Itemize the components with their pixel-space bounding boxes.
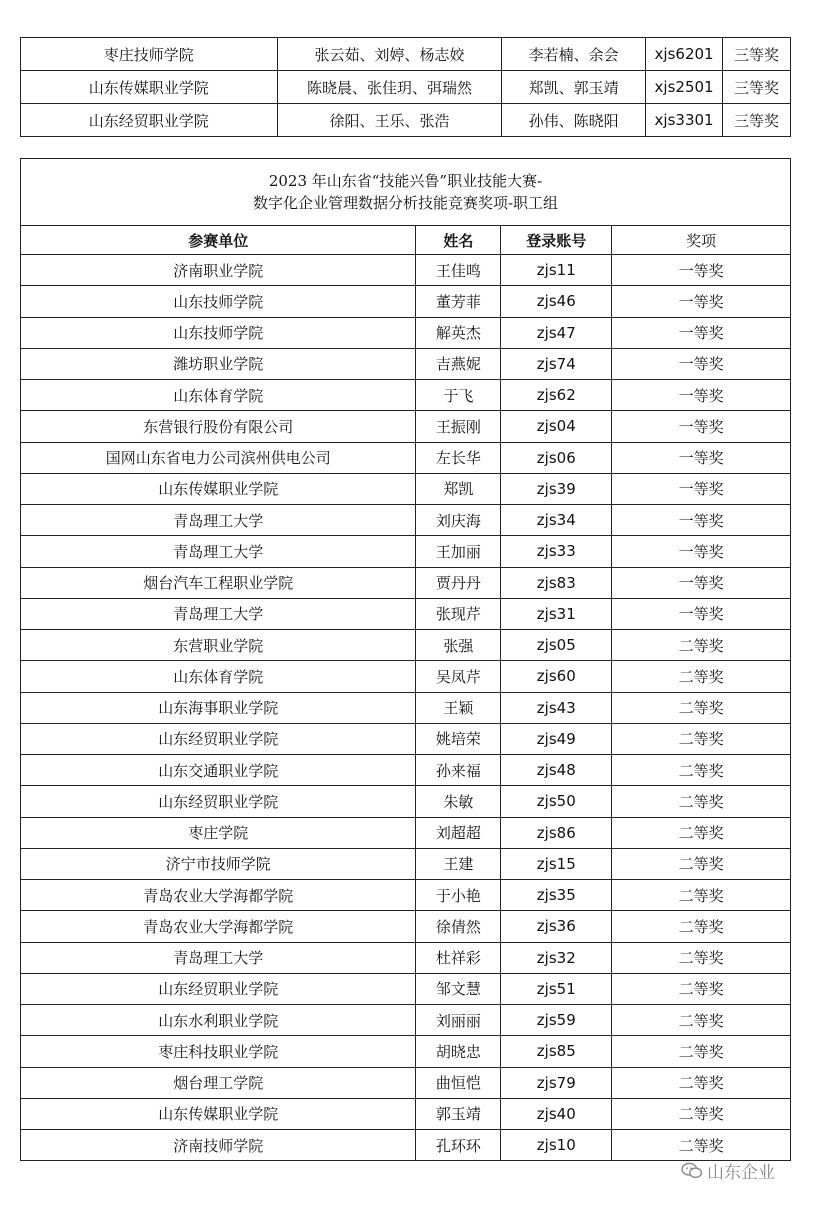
cell-account: zjs34	[501, 505, 612, 536]
cell-unit: 山东经贸职业学院	[21, 723, 416, 754]
cell-account: zjs35	[501, 880, 612, 911]
cell-award: 一等奖	[612, 567, 791, 598]
table-row	[21, 380, 791, 411]
cell-account: zjs62	[501, 380, 612, 411]
cell-name: 刘超超	[416, 817, 501, 848]
cell-account: zjs48	[501, 755, 612, 786]
cell-unit: 枣庄科技职业学院	[21, 1036, 416, 1067]
cell-unit: 济南职业学院	[21, 255, 416, 286]
cell-unit: 山东技师学院	[21, 317, 416, 348]
cell-name: 董芳菲	[416, 286, 501, 317]
cell-name: 徐倩然	[416, 911, 501, 942]
cell-account: zjs86	[501, 817, 612, 848]
cell-unit: 济宁市技师学院	[21, 848, 416, 879]
header-account: 登录账号	[501, 226, 612, 255]
cell-unit: 山东经贸职业学院	[21, 104, 278, 137]
cell-award: 二等奖	[612, 692, 791, 723]
cell-account: zjs11	[501, 255, 612, 286]
cell-award: 一等奖	[612, 380, 791, 411]
cell-unit: 青岛农业大学海都学院	[21, 911, 416, 942]
cell-award: 三等奖	[723, 71, 791, 104]
cell-account: zjs36	[501, 911, 612, 942]
cell-account: zjs60	[501, 661, 612, 692]
cell-account: zjs51	[501, 973, 612, 1004]
header-award: 奖项	[612, 226, 791, 255]
cell-account: zjs05	[501, 630, 612, 661]
cell-name: 孙来福	[416, 755, 501, 786]
cell-unit: 济南技师学院	[21, 1130, 416, 1161]
cell-unit: 烟台理工学院	[21, 1067, 416, 1098]
cell-award: 一等奖	[612, 442, 791, 473]
cell-award: 一等奖	[612, 598, 791, 629]
cell-students: 陈晓晨、张佳玥、弭瑞然	[277, 71, 502, 104]
previous-results-table	[20, 37, 791, 137]
table-row	[21, 38, 791, 71]
cell-account: zjs10	[501, 1130, 612, 1161]
cell-unit: 山东传媒职业学院	[21, 473, 416, 504]
cell-unit: 山东海事职业学院	[21, 692, 416, 723]
cell-account: zjs47	[501, 317, 612, 348]
cell-award: 二等奖	[612, 786, 791, 817]
cell-unit: 山东传媒职业学院	[21, 71, 278, 104]
cell-award: 一等奖	[612, 473, 791, 504]
table-row	[21, 786, 791, 817]
cell-account: zjs32	[501, 942, 612, 973]
cell-teachers: 李若楠、余会	[502, 38, 646, 71]
cell-account: zjs85	[501, 1036, 612, 1067]
table-row	[21, 598, 791, 629]
cell-award: 一等奖	[612, 348, 791, 379]
staff-award-table	[20, 158, 791, 1161]
cell-award: 二等奖	[612, 1130, 791, 1161]
cell-award: 二等奖	[612, 973, 791, 1004]
cell-name: 左长华	[416, 442, 501, 473]
cell-award: 二等奖	[612, 1098, 791, 1129]
cell-award: 二等奖	[612, 880, 791, 911]
wechat-icon	[681, 1162, 703, 1180]
table-row	[21, 567, 791, 598]
cell-award: 三等奖	[723, 38, 791, 71]
cell-account: xjs2501	[646, 71, 723, 104]
cell-award: 一等奖	[612, 411, 791, 442]
cell-award: 二等奖	[612, 1067, 791, 1098]
cell-unit: 青岛理工大学	[21, 598, 416, 629]
cell-name: 张强	[416, 630, 501, 661]
previous-results-body	[21, 38, 791, 137]
cell-unit: 青岛农业大学海都学院	[21, 880, 416, 911]
table-row	[21, 1036, 791, 1067]
table-row	[21, 255, 791, 286]
cell-name: 杜祥彩	[416, 942, 501, 973]
cell-award: 一等奖	[612, 536, 791, 567]
cell-account: zjs49	[501, 723, 612, 754]
cell-name: 朱敏	[416, 786, 501, 817]
cell-students: 徐阳、王乐、张浩	[277, 104, 502, 137]
cell-name: 孔环环	[416, 1130, 501, 1161]
cell-name: 张现芹	[416, 598, 501, 629]
table-row	[21, 348, 791, 379]
cell-account: zjs39	[501, 473, 612, 504]
cell-unit: 枣庄学院	[21, 817, 416, 848]
cell-account: xjs6201	[646, 38, 723, 71]
table-row	[21, 286, 791, 317]
table-row	[21, 1005, 791, 1036]
cell-unit: 山东交通职业学院	[21, 755, 416, 786]
cell-unit: 枣庄技师学院	[21, 38, 278, 71]
cell-name: 胡晓忠	[416, 1036, 501, 1067]
table-title-line1: 2023 年山东省“技能兴鲁”职业技能大赛-	[268, 172, 543, 190]
watermark	[681, 1158, 775, 1183]
cell-account: zjs46	[501, 286, 612, 317]
cell-award: 二等奖	[612, 661, 791, 692]
cell-unit: 山东传媒职业学院	[21, 1098, 416, 1129]
cell-award: 二等奖	[612, 755, 791, 786]
cell-unit: 山东水利职业学院	[21, 1005, 416, 1036]
cell-account: zjs83	[501, 567, 612, 598]
table-row	[21, 71, 791, 104]
cell-name: 曲恒恺	[416, 1067, 501, 1098]
table-row	[21, 442, 791, 473]
cell-unit: 国网山东省电力公司滨州供电公司	[21, 442, 416, 473]
cell-students: 张云茹、刘婷、杨志姣	[277, 38, 502, 71]
cell-name: 王加丽	[416, 536, 501, 567]
table-row	[21, 317, 791, 348]
cell-name: 吴凤芹	[416, 661, 501, 692]
table-title-line2: 数字化企业管理数据分析技能竞赛奖项-职工组	[252, 194, 559, 212]
cell-award: 一等奖	[612, 317, 791, 348]
cell-award: 三等奖	[723, 104, 791, 137]
cell-account: zjs50	[501, 786, 612, 817]
table-row	[21, 505, 791, 536]
cell-name: 贾丹丹	[416, 567, 501, 598]
cell-unit: 山东经贸职业学院	[21, 973, 416, 1004]
cell-unit: 东营职业学院	[21, 630, 416, 661]
table-row	[21, 973, 791, 1004]
cell-award: 二等奖	[612, 942, 791, 973]
table-row	[21, 1130, 791, 1161]
header-name: 姓名	[416, 226, 501, 255]
cell-award: 二等奖	[612, 911, 791, 942]
table-row	[21, 630, 791, 661]
cell-award: 二等奖	[612, 1036, 791, 1067]
table-title	[21, 159, 791, 226]
table-row	[21, 692, 791, 723]
table-header-row	[21, 226, 791, 255]
table-row	[21, 817, 791, 848]
cell-name: 吉燕妮	[416, 348, 501, 379]
cell-unit: 东营银行股份有限公司	[21, 411, 416, 442]
cell-unit: 山东经贸职业学院	[21, 786, 416, 817]
cell-name: 郑凯	[416, 473, 501, 504]
table-row	[21, 723, 791, 754]
cell-account: xjs3301	[646, 104, 723, 137]
cell-unit: 潍坊职业学院	[21, 348, 416, 379]
cell-name: 刘庆海	[416, 505, 501, 536]
cell-name: 于飞	[416, 380, 501, 411]
cell-unit: 山东技师学院	[21, 286, 416, 317]
table-row	[21, 911, 791, 942]
table-row	[21, 848, 791, 879]
cell-award: 二等奖	[612, 723, 791, 754]
cell-unit: 山东体育学院	[21, 380, 416, 411]
cell-award: 二等奖	[612, 1005, 791, 1036]
table-row	[21, 942, 791, 973]
cell-award: 二等奖	[612, 848, 791, 879]
cell-name: 刘丽丽	[416, 1005, 501, 1036]
cell-award: 一等奖	[612, 255, 791, 286]
cell-unit: 青岛理工大学	[21, 942, 416, 973]
table-row	[21, 104, 791, 137]
cell-name: 姚培荣	[416, 723, 501, 754]
table-row	[21, 411, 791, 442]
cell-name: 郭玉靖	[416, 1098, 501, 1129]
table-row	[21, 473, 791, 504]
cell-unit: 烟台汽车工程职业学院	[21, 567, 416, 598]
cell-account: zjs15	[501, 848, 612, 879]
cell-award: 一等奖	[612, 286, 791, 317]
cell-name: 王振刚	[416, 411, 501, 442]
cell-teachers: 孙伟、陈晓阳	[502, 104, 646, 137]
cell-name: 王建	[416, 848, 501, 879]
cell-unit: 青岛理工大学	[21, 536, 416, 567]
cell-name: 解英杰	[416, 317, 501, 348]
cell-unit: 山东体育学院	[21, 661, 416, 692]
cell-name: 王颖	[416, 692, 501, 723]
table-row	[21, 1098, 791, 1129]
cell-account: zjs33	[501, 536, 612, 567]
cell-account: zjs43	[501, 692, 612, 723]
table-row	[21, 661, 791, 692]
cell-account: zjs04	[501, 411, 612, 442]
cell-name: 邹文慧	[416, 973, 501, 1004]
cell-teachers: 郑凯、郭玉靖	[502, 71, 646, 104]
table-row	[21, 755, 791, 786]
cell-account: zjs40	[501, 1098, 612, 1129]
cell-account: zjs06	[501, 442, 612, 473]
cell-award: 二等奖	[612, 817, 791, 848]
header-unit: 参赛单位	[21, 226, 416, 255]
table-title-row	[21, 159, 791, 226]
cell-unit: 青岛理工大学	[21, 505, 416, 536]
cell-name: 王佳鸣	[416, 255, 501, 286]
cell-account: zjs74	[501, 348, 612, 379]
table-row	[21, 880, 791, 911]
cell-name: 于小艳	[416, 880, 501, 911]
cell-account: zjs79	[501, 1067, 612, 1098]
staff-award-body	[21, 255, 791, 1161]
cell-account: zjs59	[501, 1005, 612, 1036]
cell-award: 一等奖	[612, 505, 791, 536]
table-row	[21, 1067, 791, 1098]
cell-award: 二等奖	[612, 630, 791, 661]
table-row	[21, 536, 791, 567]
watermark-text: 山东企业	[707, 1163, 775, 1183]
cell-account: zjs31	[501, 598, 612, 629]
